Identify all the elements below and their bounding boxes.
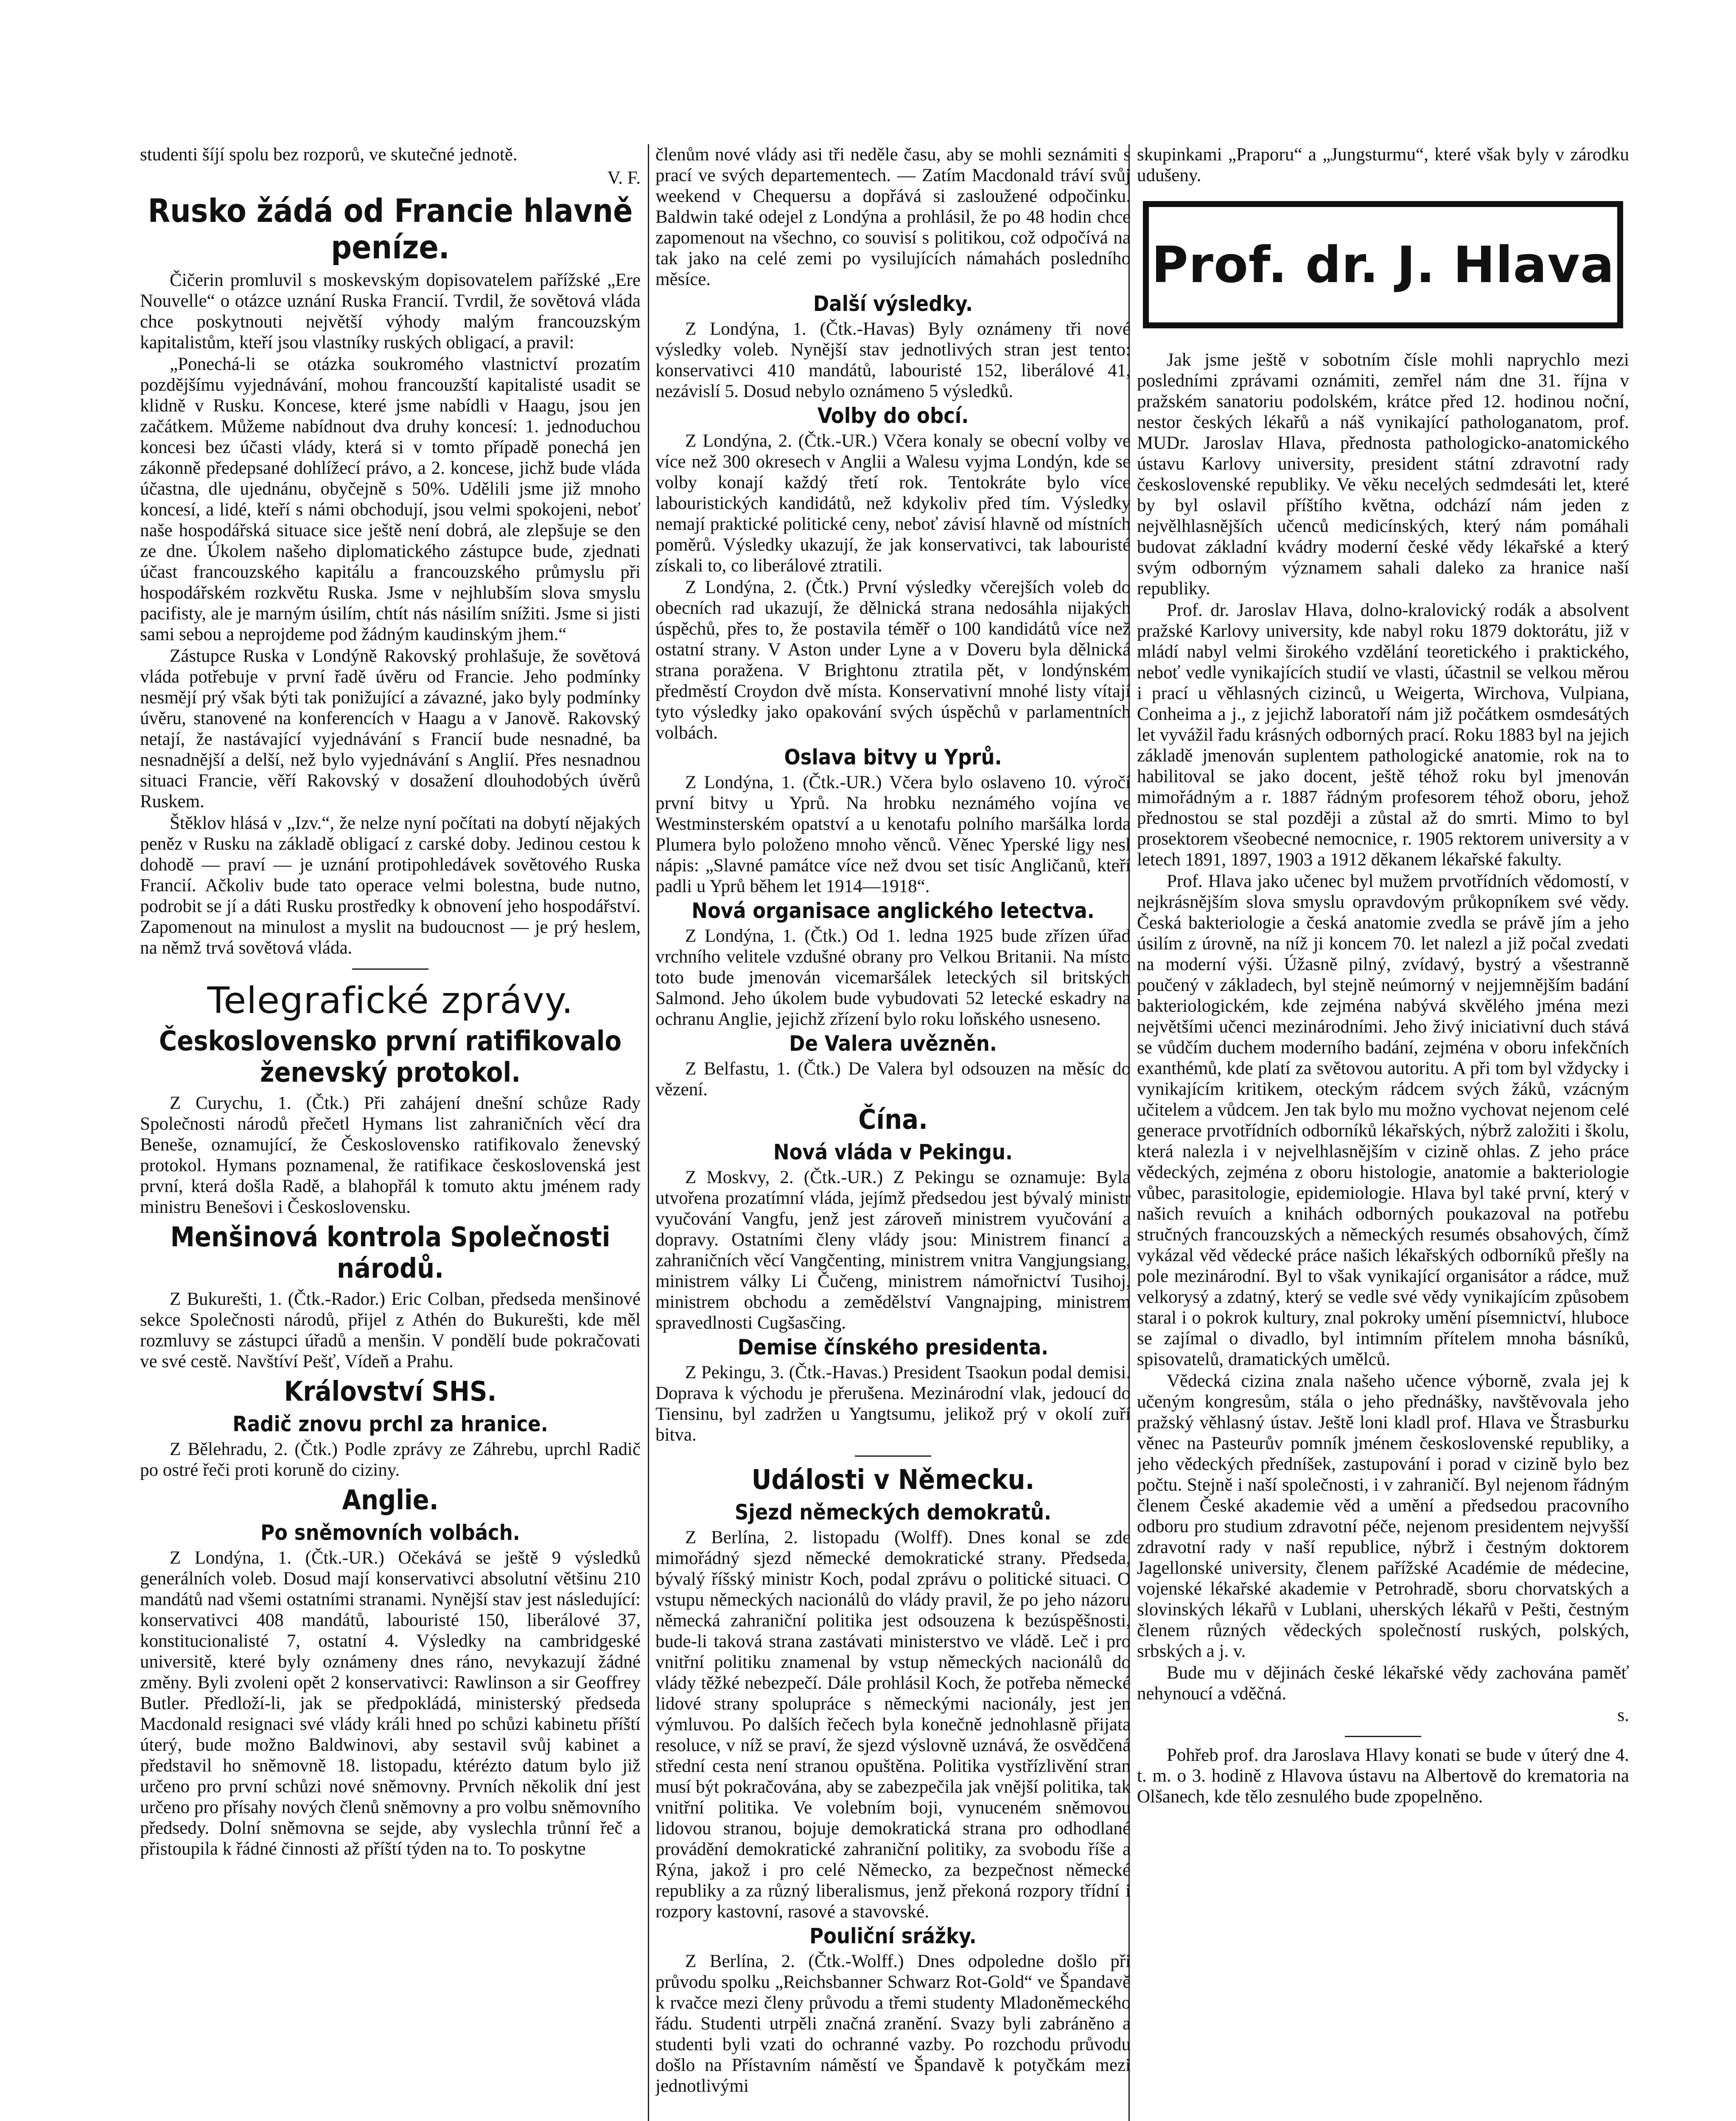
fragment-signature: V. F. [607, 168, 641, 188]
subheadline-volby: Po sněmovních volbách. [260, 1520, 520, 1545]
article-paragraph: Z Moskvy, 2. (Čtk.-UR.) Z Pekingu se oznamuje: Byla utvořena prozatímní vláda, jejímž předsedou jest bývalý ministr vyučování Vangfu, jenž jest zároveň ministrem vyučování a dopravy. Ostatními členy vlády jsou: Ministrem financí a zahraničních věcí Vangčenting, ministrem vnitra Vangjungsiang, ministrem války Li Čučeng, ministrem námořnictví Tusihoj, ministrem obchodu a zemědělství Vangnajping, ministrem spravedlnosti Cugšasčing. [655, 1167, 1131, 1333]
article-paragraph: Prof. dr. Jaroslav Hlava, dolno-kralovický rodák a absolvent pražské Karlovy university, kde nabyl roku 1879 doktorátu, již v mládí nabyl velmi širokého vzdělání teoretického i praktického, neboť vedle vynikajících studií ve vlasti, účastnil se velkou měrou i prací u věhlasných cizinců, u Weigerta, Wirchova, Vulpiana, Conheima a j., z jejichž laboratoří nám již počátkem osmdesátých let vyvážil řadu krásných odborných prací. Roku 1883 byl na jejich základě jmenován suplentem pathologické anatomie, rok na to habilitoval se jako docent, ještě téhož roku byl jmenován mimořádným a r. 1887 řádným profesorem téhož oboru, jehož přednostou se stal později a zůstal až do smrti. Mimo to byl prosektorem všeobecné nemocnice, r. 1905 rektorem university a v letech 1891, 1897, 1903 a 1912 děkanem lékařské fakulty. [1137, 600, 1629, 870]
subheadline-radic: Radič znovu prchl za hranice. [232, 1412, 548, 1436]
subheadline-demise: Demise čínského presidenta. [737, 1335, 1049, 1360]
obituary-title-box [1143, 201, 1623, 328]
subheadline-de-valera: De Valera uvězněn. [789, 1031, 997, 1056]
article-paragraph: Z Berlína, 2. (Čtk.-Wolff.) Dnes odpoledne došlo při průvodu spolku „Reichsbanner Schwarz Rot-Gold“ ve Špandavě k rvačce mezi členy průvodu a třemi studenty Mladoněmeckého řádu. Studenti utrpěli značná zranění. Svazy byli zabráněno a studenti byli vzati do ochranné vazby. Po rozchodu průvodu došlo na Přístavním náměstí ve Špandavě k potyčkám mezi jednotlivými [655, 1951, 1131, 2096]
article-paragraph: Z Berlína, 2. listopadu (Wolff). Dnes konal se zde mimořádný sjezd německé demokratické strany. Předseda, bývalý říšský ministr Koch, podal zprávu o politické situaci. O vstupu německých nacionálů do vlády pravil, že po jeho názoru německá zahraniční politika jest odsouzena k bezúspěšnosti, bude-li taková strana zastávati ministerstvo ve vládě. Leč i pro vnitřní politiku znamenal by vstup německých nacionálů do vlády těžké nebezpečí. Dále prohlásil Koch, že potřeba německé lidové strany spolupráce s německými nacionály, jest jen výmluvou. Po dalších řečech byla konečně jednohlasně přijata resoluce, v níž se praví, že sjezd výslovně uznává, že osvědčená střední cesta není stranou opuštěna. Politika vystřízlivění stran musí být pokračována, aby se zabezpečila jak vnější politika, tak vnitřní politika. Ve volebním boji, vynuceném sněmovou lidovou stranou, bojuje demokratická strana pro odhodlané provádění demokratické zahraniční politiky, za svobodu říše a Rýna, jakož i pro celé Německo, za bezpečnost německé republiky a za různý liberalismus, jenž překoná rozpory třídní i rozpory kastovní, rasové a stavovské. [655, 1528, 1131, 1922]
subheadline-poulicni: Pouliční srážky. [809, 1924, 977, 1948]
column-3 [1137, 144, 1629, 2121]
obituary-signature: s. [1617, 1705, 1629, 1725]
article-paragraph: Zástupce Ruska v Londýně Rakovský prohlašuje, že sovětová vláda potřebuje v první řadě úvěru od Francie. Jeho podmínky nesmějí prý však býti tak ponižující a závazné, jako byly podmínky úvěru, stanovené na konferencích v Haagu a v Janově. Rakovský netají, že nastávající vyjednávání s Francií bude nesnadné, ba nesnadnější a delší, než bylo vyjednávání s Anglií. Přes nesnadnou situaci Francie, věří Rakovský v dosažení dlouhodobých úvěrů Ruskem. [140, 646, 641, 811]
headline-rusko: Rusko žádá od Francie hlavně peníze. [148, 192, 633, 266]
section-divider [1345, 1736, 1421, 1737]
article-paragraph: Z Londýna, 1. (Čtk.) Od 1. ledna 1925 bude zřízen úřad vrchního velitele vzdušné obrany pro Velkou Britanii. Na místo toto bude jmenován vicemaršálek leteckých sil britských Salmond. Jeho úkolem bude vybudovati 52 letecké eskadry na ochranu Anglie, jejichž zřízení bylo roku loňského usneseno. [655, 926, 1131, 1029]
article-paragraph: Z Bukurešti, 1. (Čtk.-Rador.) Eric Colban, předseda menšinové sekce Společnosti národů, přijel z Athén do Bukurešti, kde měl rozmluvy se zástupci úřadů a menšin. V pondělí bude pokračovati ve své cestě. Navštíví Pešť, Vídeň a Prahu. [140, 1289, 641, 1371]
article-paragraph: skupinkami „Praporu“ a „Jungsturmu“, které však byly v zárodku udušeny. [1137, 145, 1629, 185]
headline-telegraficke: Telegrafické zprávy. [207, 979, 574, 1022]
headline-protokol: Československo první ratifikovalo ženevský protokol. [159, 1026, 622, 1088]
article-paragraph: „Ponechá-li se otázka soukromého vlastnictví prozatím pozdějšímu vyjednávání, mohou francouzští kapitalisté usadit se klidně v Rusku. Koncese, které jsme nabídli v Haagu, jsou jen začátkem. Můžeme nabídnout dva druhy koncesí: 1. jednoduchou koncesi bez účasti vlády, která si v tomto případě ponechá jen zákonně předepsané dohlížecí právo, a 2. koncese, jichž bude vláda účastna, dle ujednánu, obyčejně s 50%. Udělili jsme již mnoho koncesí, a lidé, kteří s námi obchodují, jsou velmi spokojeni, neboť naše hospodářská situace sice ještě není dobrá, ale zlepšuje se den ze dne. Úkolem našeho diplomatického zástupce bude, zjednati účast francouzského kapitálu a francouzského průmyslu při hospodářském rozkvětu Ruska. Jsme v nejhlubším slova smyslu pacifisty, ale je marným úsilím, chtít nás násilím snížiti. Jsme si jisti sami sebou a neprojdeme pod žádným kaudinským jhem.“ [140, 354, 641, 644]
headline-mensinova: Menšinová kontrola Společnosti národů. [170, 1222, 610, 1284]
article-paragraph: Pohřeb prof. dra Jaroslava Hlavy konati se bude v úterý dne 4. t. m. o 3. hodině z Hlavova ústavu na Albertově do krematoria na Olšanech, kde tělo zesnulého bude zpopelněno. [1137, 1745, 1629, 1807]
article-paragraph: Z Londýna, 1. (Čtk.-UR.) Očekává se ještě 9 výsledků generálních voleb. Dosud mají konservativci absolutní většinu 210 mandátů nad všemi ostatními stranami. Nynější stav jest následující: konservativci 408 mandátů, labouristé 150, liberálové 37, konstitucionalisté 7, ostatní 4. Výsledky na cambridgeské universitě, které byly oznámeny dnes ráno, nevykazují žádné změny. Byli zvoleni opět 2 konservativci: Rawlinson a sir Geoffrey Butler. Předloží-li, jak se předpokládá, ministerský předseda Macdonald resignaci své vlády králi hned po schůzi kabinetu příští úterý, bude možno Baldwinovi, aby sestavil svůj kabinet a představil ho sněmovně 18. listopadu, ktérézto datum bylo již určeno pro první schůzi nové sněmovny. Prvních několik dní jest určeno pro přísahy nových členů sněmovny a pro volbu sněmovního předsedy. Dolní sněmovna se sejde, aby vyslechla trůnní řeč a přistoupila k řádné činnosti až příští týden na to. To poskytne [140, 1548, 641, 1859]
article-paragraph: Vědecká cizina znala našeho učence výborně, zvala jej k učeným kongresům, stála o jeho přednášky, navštěvovala jeho pražský věhlasný ústav. Ještě loni kladl prof. Hlava ve Štrasburku věnec na Pasteurův pomník jménem československé republiky, a jeho vědeckých předníšek, zastupování i porad v cizině bylo bez počtu. Stejně i naší společnosti, i v zahraničí. Byl nejenom řádným členem České akademie věd a umění a předsedou pracovního odboru pro studium zdravotní péče, nejenom presidentem nejvyšší zdravotní rady v naší republice, nýbrž i čestným doktorem Jagellonské university, členem pařížské Académie de médecine, vojenské lékařské akademie v Petrohradě, sboru chorvatských a slovinských lékařů v Lublani, uherských lékařů v Pešti, čestným členem různých vědeckých společností ruských, polských, srbských a j. v. [1137, 1371, 1629, 1661]
section-divider [855, 1455, 931, 1457]
subheadline-sjezd: Sjezd německých demokratů. [734, 1500, 1052, 1525]
article-paragraph: Bude mu v dějinách české lékařské vědy zachována paměť nehynoucí a vděčná. [1137, 1663, 1629, 1704]
column-2 [655, 144, 1131, 2121]
article-paragraph: Z Londýna, 1. (Čtk.-Havas) Byly oznámeny tři nové výsledky voleb. Nynější stav jednotlivých stran jest tento: konservativci 410 mandátů, labouristé 152, liberálové 41, nezávislí 5. Dosud nebylo oznámeno 5 výsledků. [655, 319, 1131, 401]
fragment-text: studenti šíjí spolu bez rozporů, ve skutečné jednotě. [140, 145, 518, 165]
article-paragraph: Z Bělehradu, 2. (Čtk.) Podle zprávy ze Záhrebu, uprchl Radič po ostré řeči proti koruně do ciziny. [140, 1439, 641, 1480]
article-paragraph: Z Londýna, 1. (Čtk.-UR.) Včera bylo oslaveno 10. výročí první bitvy u Yprů. Na hrobku neznámého vojína ve Westminsterském opatství a u kenotafu polního maršálka lorda Plumera bylo položeno mnoho věnců. Věnec Yperské ligy nesl nápis: „Slavné památce více než dvou set tisíc Angličanů, kteří padli u Yprů během let 1914—1918“. [655, 772, 1131, 896]
article-paragraph: Z Londýna, 2. (Čtk.) První výsledky včerejších voleb do obecních rad ukazují, že dělnická strana nedosáhla nijakých úspěchů, přes to, že postavila téměř o 100 kandidátů více než ostatní strany. V Aston under Lyne a v Doveru byla dělnická strana poražena. V Brightonu ztratila pět, v londýnském předměstí Croydon dvě místa. Konservativní mnohé listy vítají tyto výsledky jako opakování svých úspěchů v parlamentních volbách. [655, 577, 1131, 743]
article-paragraph: Prof. Hlava jako učenec byl mužem prvotřídních vědomostí, v nejkrásnějším slova smyslu opravdovým průkopníkem své vědy. Česká bakteriologie a česká anatomie zvedla se právě jím a jeho úsilím z úrovně, na níž ji koncem 70. let nalezl a již počal zvedati na moderní výši. Úžasně pilný, zvídavý, bystrý a všestranně poučený v základech, byl stejně neúmorný v nejjemnějším badání bakteriologickém, kde zejména nabývá skvělého jména mezi největšími učenci mezinárodními. Jeho živý iniciativní duch stává se vůdčím duchem moderního badání, zejména v oboru infekčních exanthémů, kde platí za světovou autoritu. A při tom byl vždycky i vynikajícím kritikem, oteckým rádcem svých žáků, vzácným učitelem a vůdcem. Jen tak bylo mu možno vychovat nejenom celé generace prvotřídních odborníků lékařských, nýbrž založiti i školu, která nalezla i v nejvelhlasnějším v cizině ohlas. Z jeho práce vědeckých, zejména z oboru histologie, anatomie a bakteriologie vůbec, parasitologie, epidemiologie. Hlava byl také první, který v našich revuích a knihách odborných poukazoval na potřebu stručných francouzských a německých resumés obsahových, čímž vykázal věd vědecké práce našich lékařských odborníků přešly na pole mezinárodní. Byl to však vynikající organisátor a rádce, muž velkorysý a zdatný, který se vedle své vědy vynikajícím způsobem staral i o pokrok kultury, znal pokroky umění písemnictví, hluboce se zajímal o divadlo, byl intimním přítelem mnoha básníků, spisovatelů, dramatických umělců. [1137, 871, 1629, 1369]
headline-anglie: Anglie. [342, 1485, 439, 1516]
article-paragraph: Jak jsme ještě v sobotním čísle mohli naprychlo mezi posledními zprávami oznámiti, zemřel nám dne 31. října v pražském sanatoriu podolském, krátce před 12. hodinou noční, nestor českých lékařů a náš vynikající pathologanatom, prof. MUDr. Jaroslav Hlava, přednosta pathologicko-anatomického ústavu Karlovy university, president státní zdravotní rady československé republiky. Ve věku necelých sedmdesáti let, které by byl oslavil příštího května, odchází nám jeden z nejvělhlasnějších učenců medicínských, který nám pomáhali budovat základní kvádry moderní české vědy lékařské a který svým odborným významem sahali daleko za hranice naší republiky. [1137, 350, 1629, 599]
obituary-title: Prof. dr. J. Hlava [1151, 235, 1615, 294]
column-1 [140, 144, 641, 2121]
subheadline-dalsi-vysledky: Další výsledky. [813, 291, 973, 316]
headline-cina: Čína. [858, 1104, 928, 1136]
subheadline-oslava: Oslava bitvy u Yprů. [784, 745, 1002, 769]
headline-shs: Království SHS. [284, 1376, 497, 1407]
article-paragraph: Z Pekingu, 3. (Čtk.-Havas.) President Tsaokun podal demisi. Doprava k východu je přerušena. Mezinárodní vlak, jedoucí do Tiensinu, byl zadržen u Yangtsumu, jelikož prý v okolí zuří bitva. [655, 1363, 1131, 1445]
section-divider [352, 968, 428, 970]
subheadline-letectvo: Nová organisace anglického letectva. [692, 898, 1095, 923]
subheadline-volby-do-obci: Volby do obcí. [817, 403, 969, 428]
column-rule-1 [648, 144, 649, 2121]
article-paragraph: členům nové vlády asi tři neděle času, aby se mohli seznámiti s prací ve svých departementech. — Zatím Macdonald tráví svůj weekend v Chequersu a dopřává si zasloužené odpočinku. Baldwin také odejel z Londýna a prohlásil, že po 48 hodin chce zapomenout na všechno, co souvisí s politikou, což odpočívá na tak jako na celé zemi po vysilujících námahách posledního měsíce. [655, 145, 1131, 289]
subheadline-nova-vlada: Nová vláda v Pekingu. [773, 1140, 1013, 1164]
article-paragraph: Z Londýna, 2. (Čtk.-UR.) Včera konaly se obecní volby ve více než 300 okresech v Anglii a Walesu vyjma Londýn, kde se volby konají každý třetí rok. Tentokráte bylo více labouristických kandidátů, než kdykoliv před tím. Výsledky nemají praktické politické ceny, neboť závisí hlavně od místních poměrů. Výsledky ukazují, že jak konservativci, tak labouristé získali to, co liberálové ztratili. [655, 431, 1131, 576]
article-paragraph: Z Curychu, 1. (Čtk.) Při zahájení dnešní schůze Rady Společnosti národů přečetl Hymans list zahraničních věcí dra Beneše, oznamující, že Československo ratifikovalo ženevský protokol. Hymans poznamenal, že ratifikace československá jest první, která došla Radě, a blahopřál k tomuto aktu jménem rady ministru Benešovi i Československu. [140, 1093, 641, 1217]
headline-nemecko: Události v Německu. [751, 1464, 1035, 1496]
article-paragraph: Čičerin promluvil s moskevským dopisovatelem pařížské „Ere Nouvelle“ o otázce uznání Ruska Francií. Tvrdil, že sovětová vláda chce poskytnouti největší výhody malým francouzským kapitalistům, kteří jsou vlastníky ruských obligací, a pravil: [140, 270, 641, 353]
article-paragraph: Z Belfastu, 1. (Čtk.) De Valera byl odsouzen na měsíc do vězení. [655, 1059, 1131, 1100]
article-paragraph: Štěklov hlásá v „Izv.“, že nelze nyní počítati na dobytí nějakých peněz v Rusku na základě obligací z carské doby. Jedinou cestou k dohodě — praví — je uznání protipohledávek sovětového Ruska Francií. Ačkoliv bude tato operace velmi bolestna, bude nutno, podrobit se jí a dáti Rusku prostředky k obnovení jeho hospodářství. Zapomenout na minulost a myslit na budoucnost — je prý heslem, na němž trvá sovětová vláda. [140, 813, 641, 958]
